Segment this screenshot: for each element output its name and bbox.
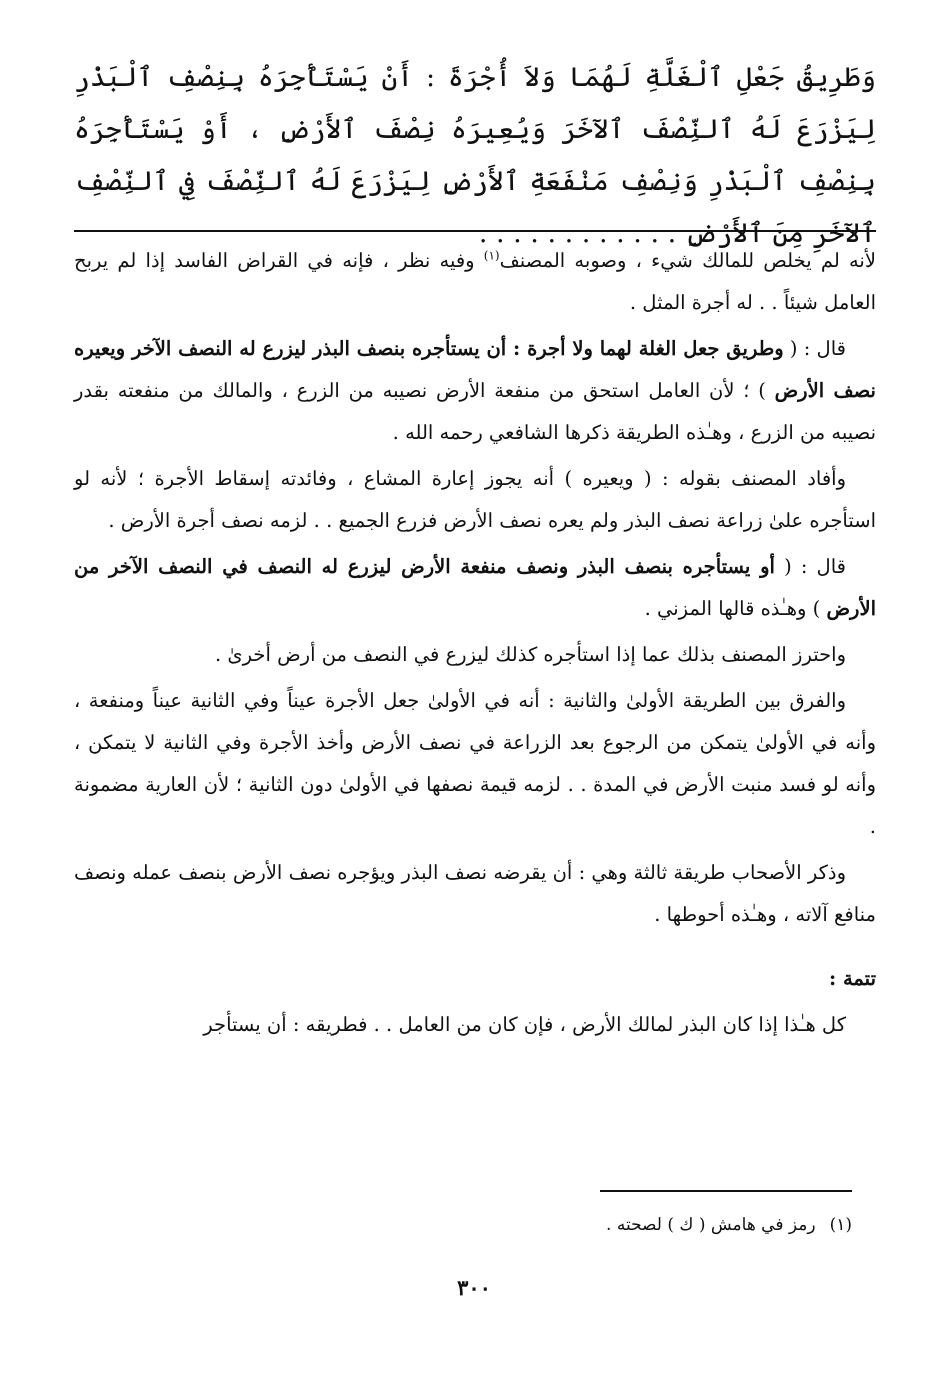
section-heading-tatimma: تتمة : [828,967,876,990]
main-text-matn [74,52,876,260]
paragraph-text: ) ؛ لأن العامل استحق من منفعة الأرض نصيبه من الزرع ، والمالك من منفعته بقدر نصيبه من الزرع ، وهـٰذه الطريقة ذكرها الشافعي رحمه الله . [74,379,876,444]
commentary-paragraph-5: واحترز المصنف بذلك عما إذا استأجره كذلك ليزرع في النصف من أرض أخرىٰ . [215,643,846,666]
commentary-sharh [74,240,876,1050]
commentary-paragraph-3: وأفاد المصنف بقوله : ( ويعيره ) أنه يجوز إعارة المشاع ، وفائدته إسقاط الأجرة ؛ لأنه لو استأجره علىٰ زراعة نصف البذر ولم يعره نصف الأرض فزرع الجميع . . لزمه نصف أجرة الأرض . [74,467,876,532]
commentary-paragraph-8: كل هـٰذا إذا كان البذر لمالك الأرض ، فإن كان من العامل . . فطريقه : أن يستأجر [203,1013,846,1036]
quoted-matn-bold: أو يستأجره بنصف البذر ونصف منفعة الأرض ليزرع له النصف في النصف الآخر من الأرض [74,555,876,620]
paragraph-text: قال : ( [774,555,846,578]
paragraph-text: ) وهـٰذه قالها المزني . [644,597,827,620]
commentary-paragraph-7: وذكر الأصحاب طريقة ثالثة وهي : أن يقرضه نصف البذر ويؤجره نصف الأرض بنصف عمله ونصف منافع آلاته ، وهـٰذه أحوطها . [74,861,876,926]
footnote-text: رمز في هامش ( ك ) لصحته . [606,1215,816,1235]
footnote-reference: (١) [483,248,500,263]
commentary-paragraph-1 [74,240,876,324]
page-number: ٣٠٠ [457,1275,491,1300]
matn-text: وَطَرِيقُ جَعْلِ ٱلْغَلَّةِ لَهُمَا وَلاَ أُجْرَةَ : أَنْ يَسْتَأْجِرَهُ بِنِصْفِ ٱلْبَذْرِ لِيَزْرَعَ لَهُ ٱلنِّصْفَ ٱلآخَرَ وَيُعِيرَهُ نِصْفَ ٱلأَرْضِ ، أَوْ يَسْتَأْجِرَهُ بِنِصْفِ ٱلْبَذْرِ وَنِصْفِ مَنْفَعَةِ ٱلأَرْضِ لِيَزْرَعَ لَهُ ٱلنِّصْفَ فِي ٱلنِّصْفِ ٱلآخَرِ مِنَ ٱلأَرْضِ . [74,62,876,249]
matn-dots: . . . . . . . . . . . [478,218,660,249]
commentary-paragraph-6: والفرق بين الطريقة الأولىٰ والثانية : أنه في الأولىٰ جعل الأجرة عيناً وفي الثانية عيناً ومنفعة ، وأنه في الأولىٰ يتمكن من الرجوع بعد الزراعة في نصف الأرض وأخذ الأجرة وفي الثانية لا يتمكن ، وأنه لو فسد منبت الأرض في المدة . . لزمه قيمة نصفها في الأولىٰ دون الثانية ؛ لأن العارية مضمونة . [74,689,876,838]
paragraph-text: لأنه لم يخلص للمالك شيء ، وصوبه المصنف [499,249,876,272]
paragraph-text: قال : ( [783,337,846,360]
commentary-paragraph-2 [74,328,876,454]
footnote-number: (١) [829,1215,852,1235]
footnote [120,1210,852,1240]
footnote-separator-rule [600,1190,852,1192]
commentary-paragraph-4 [74,546,876,630]
quoted-matn-bold: وطريق جعل الغلة لهما ولا أجرة : أن يستأجره بنصف البذر ليزرع له النصف الآخر ويعيره نصف الأرض [74,337,876,402]
matn-separator-rule [74,230,876,232]
paragraph-text: وفيه نظر ، فإنه في القراض الفاسد إذا لم يربح العامل شيئاً . . له أجرة المثل . [74,249,876,314]
